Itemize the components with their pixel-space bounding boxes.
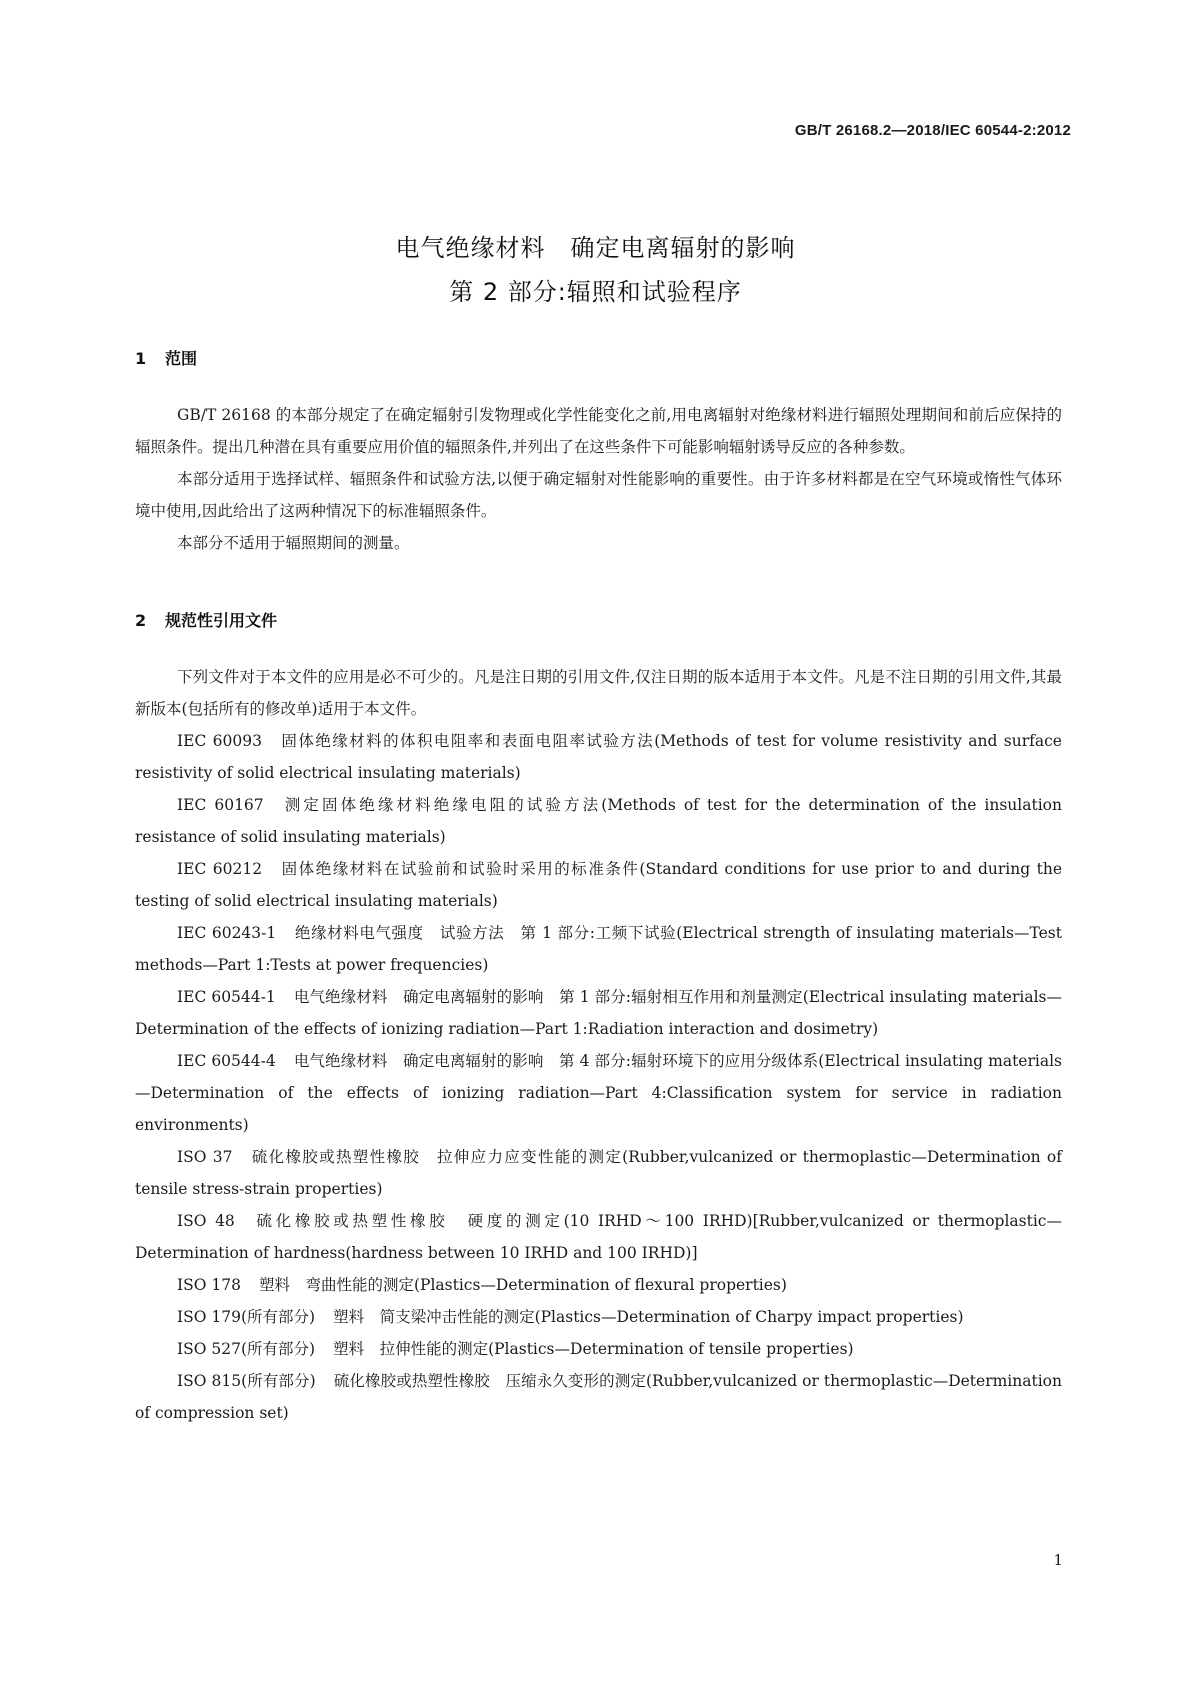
paragraph: 下列文件对于本文件的应用是必不可少的。凡是注日期的引用文件,仅注日期的版本适用于本文件。凡是不注日期的引用文件,其最新版本(包括所有的修改单)适用于本文件。 [135,668,1062,718]
reference-text: 塑料 拉伸性能的测定(Plastics—Determination of tensile properties) [333,1340,854,1358]
reference-code: IEC 60167 [177,796,264,814]
reference-item [135,917,1062,981]
reference-code: IEC 60243-1 [177,924,277,942]
reference-text: 测定固体绝缘材料绝缘电阻的试验方法(Methods of test for the determination of the insulation resistance of solid insulating materials) [135,796,1062,846]
section-title: 规范性引用文件 [165,611,278,630]
reference-text: 电气绝缘材料 确定电离辐射的影响 第 1 部分:辐射相互作用和剂量测定(Electrical insulating materials—Determination of the effects of ionizing radiation—Part 1:Radiation interaction and dosimetry) [135,988,1062,1038]
title-line-2: 第 2 部分:辐照和试验程序 [449,278,742,306]
reference-item [135,1141,1062,1205]
document-title [0,226,1191,314]
section-1-heading [135,346,197,369]
reference-item [135,1045,1062,1141]
reference-item [135,1365,1062,1429]
reference-item [135,853,1062,917]
section-number: 1 [135,349,147,368]
section-title: 范围 [165,349,198,368]
reference-item [135,1205,1062,1269]
paragraph: GB/T 26168 的本部分规定了在确定辐射引发物理或化学性能变化之前,用电离辐射对绝缘材料进行辐照处理期间和前后应保持的辐照条件。提出几种潜在具有重要应用价值的辐照条件,并列出了在这些条件下可能影响辐射诱导反应的各种参数。 [135,406,1062,456]
reference-text: 硫化橡胶或热塑性橡胶 硬度的测定(10 IRHD～100 IRHD)[Rubber,vulcanized or thermoplastic—Determination of hardness(hardness between 10 IRHD and 100 IRHD)] [135,1212,1062,1262]
reference-text: 固体绝缘材料在试验前和试验时采用的标准条件(Standard conditions for use prior to and during the testing of solid electrical insulating materials) [135,860,1062,910]
reference-code: IEC 60212 [177,860,263,878]
reference-text: 硫化橡胶或热塑性橡胶 拉伸应力应变性能的测定(Rubber,vulcanized or thermoplastic—Determination of tensile stress-strain properties) [135,1148,1062,1198]
reference-item [135,1333,1062,1365]
reference-code: ISO 815(所有部分) [177,1372,316,1390]
reference-item [135,725,1062,789]
section-2-body [135,661,1062,1429]
reference-code: IEC 60544-1 [177,988,276,1006]
reference-code: ISO 178 [177,1276,241,1294]
reference-text: 塑料 简支梁冲击性能的测定(Plastics—Determination of Charpy impact properties) [333,1308,964,1326]
section-1-body [135,399,1062,559]
reference-text: 塑料 弯曲性能的测定(Plastics—Determination of flexural properties) [258,1276,787,1294]
reference-code: ISO 48 [177,1212,235,1230]
reference-code: IEC 60093 [177,732,262,750]
reference-code: ISO 179(所有部分) [177,1308,316,1326]
reference-item [135,981,1062,1045]
reference-text: 电气绝缘材料 确定电离辐射的影响 第 4 部分:辐射环境下的应用分级体系(Electrical insulating materials—Determination of the effects of ionizing radiation—Part 4:Classification system for service in radiation environments) [135,1052,1062,1134]
paragraph: 本部分不适用于辐照期间的测量。 [177,534,410,552]
standard-code: GB/T 26168.2—2018/IEC 60544-2:2012 [794,122,1071,139]
reference-code: ISO 37 [177,1148,233,1166]
reference-list [135,725,1062,1429]
reference-code: ISO 527(所有部分) [177,1340,316,1358]
title-line-1: 电气绝缘材料 确定电离辐射的影响 [395,234,796,262]
reference-code: IEC 60544-4 [177,1052,276,1070]
page-number: 1 [1053,1551,1063,1569]
reference-item [135,789,1062,853]
reference-item [135,1301,1062,1333]
reference-text: 硫化橡胶或热塑性橡胶 压缩永久变形的测定(Rubber,vulcanized or thermoplastic—Determination of compression set) [135,1372,1062,1422]
reference-text: 固体绝缘材料的体积电阻率和表面电阻率试验方法(Methods of test for volume resistivity and surface resistivity of solid electrical insulating materials) [135,732,1062,782]
reference-text: 绝缘材料电气强度 试验方法 第 1 部分:工频下试验(Electrical strength of insulating materials—Test methods—Part 1:Tests at power frequencies) [135,924,1062,974]
reference-item [135,1269,1062,1301]
section-2-heading [135,608,277,631]
section-number: 2 [135,611,147,630]
paragraph: 本部分适用于选择试样、辐照条件和试验方法,以便于确定辐射对性能影响的重要性。由于许多材料都是在空气环境或惰性气体环境中使用,因此给出了这两种情况下的标准辐照条件。 [135,470,1062,520]
